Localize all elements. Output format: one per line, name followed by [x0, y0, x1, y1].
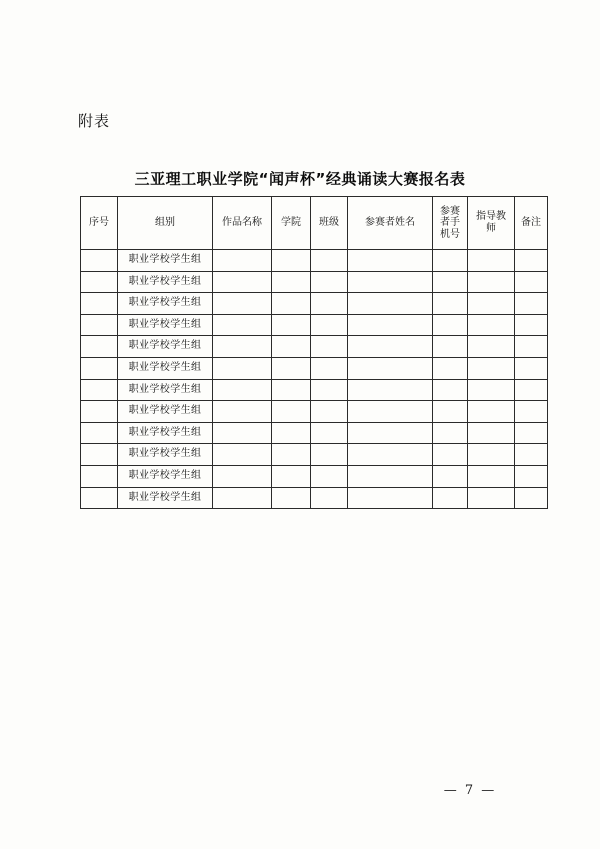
cell-college[interactable]	[272, 444, 311, 466]
cell-remark[interactable]	[515, 379, 548, 401]
cell-phone[interactable]	[433, 487, 468, 509]
table-row	[81, 314, 548, 336]
cell-teacher[interactable]	[468, 314, 515, 336]
table-header-row	[81, 197, 548, 250]
cell-college[interactable]	[272, 250, 311, 272]
cell-group[interactable]: 职业学校学生组	[118, 422, 213, 444]
cell-work[interactable]	[213, 422, 272, 444]
cell-name[interactable]	[348, 314, 433, 336]
cell-teacher[interactable]	[468, 379, 515, 401]
cell-work[interactable]	[213, 271, 272, 293]
cell-seq[interactable]	[81, 379, 118, 401]
cell-college[interactable]	[272, 422, 311, 444]
cell-remark[interactable]	[515, 271, 548, 293]
cell-class[interactable]	[311, 336, 348, 358]
cell-name[interactable]	[348, 357, 433, 379]
cell-phone[interactable]	[433, 444, 468, 466]
column-header-teacher-text: 指导教师	[476, 211, 506, 234]
cell-seq[interactable]	[81, 250, 118, 272]
column-header-class: 班级	[311, 197, 348, 250]
cell-phone[interactable]	[433, 465, 468, 487]
table-row	[81, 271, 548, 293]
cell-name[interactable]	[348, 422, 433, 444]
cell-college[interactable]	[272, 293, 311, 315]
cell-seq[interactable]	[81, 336, 118, 358]
cell-college[interactable]	[272, 314, 311, 336]
cell-group[interactable]: 职业学校学生组	[118, 357, 213, 379]
cell-work[interactable]	[213, 250, 272, 272]
cell-phone[interactable]	[433, 401, 468, 423]
cell-teacher[interactable]	[468, 357, 515, 379]
cell-remark[interactable]	[515, 422, 548, 444]
cell-seq[interactable]	[81, 465, 118, 487]
cell-name[interactable]	[348, 401, 433, 423]
table-row	[81, 401, 548, 423]
cell-name[interactable]	[348, 487, 433, 509]
table-row	[81, 444, 548, 466]
cell-work[interactable]	[213, 293, 272, 315]
cell-remark[interactable]	[515, 250, 548, 272]
cell-group[interactable]: 职业学校学生组	[118, 336, 213, 358]
cell-seq[interactable]	[81, 487, 118, 509]
table-row	[81, 250, 548, 272]
cell-name[interactable]	[348, 271, 433, 293]
cell-teacher[interactable]	[468, 444, 515, 466]
cell-seq[interactable]	[81, 357, 118, 379]
cell-name[interactable]	[348, 379, 433, 401]
cell-name[interactable]	[348, 336, 433, 358]
table-row	[81, 487, 548, 509]
cell-class[interactable]	[311, 487, 348, 509]
cell-work[interactable]	[213, 379, 272, 401]
cell-class[interactable]	[311, 293, 348, 315]
cell-group[interactable]: 职业学校学生组	[118, 487, 213, 509]
page-number-text: — 7 —	[443, 783, 497, 798]
table-row	[81, 293, 548, 315]
cell-class[interactable]	[311, 401, 348, 423]
cell-teacher[interactable]	[468, 271, 515, 293]
column-header-college: 学院	[272, 197, 311, 250]
cell-teacher[interactable]	[468, 465, 515, 487]
cell-seq[interactable]	[81, 422, 118, 444]
cell-work[interactable]	[213, 314, 272, 336]
cell-remark[interactable]	[515, 357, 548, 379]
cell-teacher[interactable]	[468, 250, 515, 272]
page-number	[0, 783, 600, 798]
cell-name[interactable]	[348, 444, 433, 466]
cell-phone[interactable]	[433, 293, 468, 315]
cell-teacher[interactable]	[468, 422, 515, 444]
cell-college[interactable]	[272, 465, 311, 487]
cell-phone[interactable]	[433, 336, 468, 358]
table-header	[81, 197, 548, 250]
cell-college[interactable]	[272, 336, 311, 358]
attachment-label: 附表	[78, 112, 111, 130]
column-header-seq: 序号	[81, 197, 118, 250]
column-header-remark: 备注	[515, 197, 548, 250]
cell-work[interactable]	[213, 444, 272, 466]
page-title: 三亚理工职业学院“闻声杯”经典诵读大赛报名表	[134, 170, 466, 188]
cell-phone[interactable]	[433, 250, 468, 272]
signup-table-wrapper	[80, 196, 541, 509]
cell-class[interactable]	[311, 250, 348, 272]
cell-phone[interactable]	[433, 357, 468, 379]
cell-seq[interactable]	[81, 271, 118, 293]
cell-remark[interactable]	[515, 401, 548, 423]
cell-work[interactable]	[213, 336, 272, 358]
cell-name[interactable]	[348, 293, 433, 315]
cell-class[interactable]	[311, 465, 348, 487]
cell-work[interactable]	[213, 487, 272, 509]
cell-group[interactable]: 职业学校学生组	[118, 314, 213, 336]
cell-phone[interactable]	[433, 314, 468, 336]
table-body	[81, 250, 548, 509]
cell-class[interactable]	[311, 357, 348, 379]
cell-class[interactable]	[311, 444, 348, 466]
table-row	[81, 465, 548, 487]
column-header-group: 组别	[118, 197, 213, 250]
cell-phone[interactable]	[433, 422, 468, 444]
cell-class[interactable]	[311, 314, 348, 336]
column-header-participant-name: 参赛者姓名	[348, 197, 433, 250]
signup-table	[80, 196, 548, 509]
table-row	[81, 336, 548, 358]
column-header-phone	[433, 197, 468, 250]
cell-remark[interactable]	[515, 465, 548, 487]
cell-name[interactable]	[348, 465, 433, 487]
cell-group[interactable]: 职业学校学生组	[118, 465, 213, 487]
cell-work[interactable]	[213, 357, 272, 379]
cell-college[interactable]	[272, 401, 311, 423]
cell-group[interactable]: 职业学校学生组	[118, 444, 213, 466]
table-row	[81, 422, 548, 444]
cell-college[interactable]	[272, 357, 311, 379]
cell-seq[interactable]	[81, 293, 118, 315]
table-row	[81, 379, 548, 401]
cell-remark[interactable]	[515, 336, 548, 358]
cell-work[interactable]	[213, 465, 272, 487]
cell-college[interactable]	[272, 379, 311, 401]
column-header-phone-text: 参赛者手机号	[440, 205, 460, 240]
cell-teacher[interactable]	[468, 293, 515, 315]
cell-group[interactable]: 职业学校学生组	[118, 250, 213, 272]
cell-group[interactable]: 职业学校学生组	[118, 293, 213, 315]
column-header-teacher	[468, 197, 515, 250]
cell-work[interactable]	[213, 401, 272, 423]
cell-class[interactable]	[311, 379, 348, 401]
cell-class[interactable]	[311, 422, 348, 444]
cell-phone[interactable]	[433, 379, 468, 401]
cell-remark[interactable]	[515, 444, 548, 466]
cell-college[interactable]	[272, 487, 311, 509]
cell-group[interactable]: 职业学校学生组	[118, 271, 213, 293]
cell-seq[interactable]	[81, 314, 118, 336]
cell-remark[interactable]	[515, 293, 548, 315]
cell-seq[interactable]	[81, 401, 118, 423]
cell-name[interactable]	[348, 250, 433, 272]
column-header-work: 作品名称	[213, 197, 272, 250]
cell-phone[interactable]	[433, 271, 468, 293]
cell-class[interactable]	[311, 271, 348, 293]
cell-teacher[interactable]	[468, 487, 515, 509]
cell-teacher[interactable]	[468, 336, 515, 358]
cell-teacher[interactable]	[468, 401, 515, 423]
cell-college[interactable]	[272, 271, 311, 293]
table-row	[81, 357, 548, 379]
cell-remark[interactable]	[515, 487, 548, 509]
cell-remark[interactable]	[515, 314, 548, 336]
cell-group[interactable]: 职业学校学生组	[118, 401, 213, 423]
cell-seq[interactable]	[81, 444, 118, 466]
cell-group[interactable]: 职业学校学生组	[118, 379, 213, 401]
